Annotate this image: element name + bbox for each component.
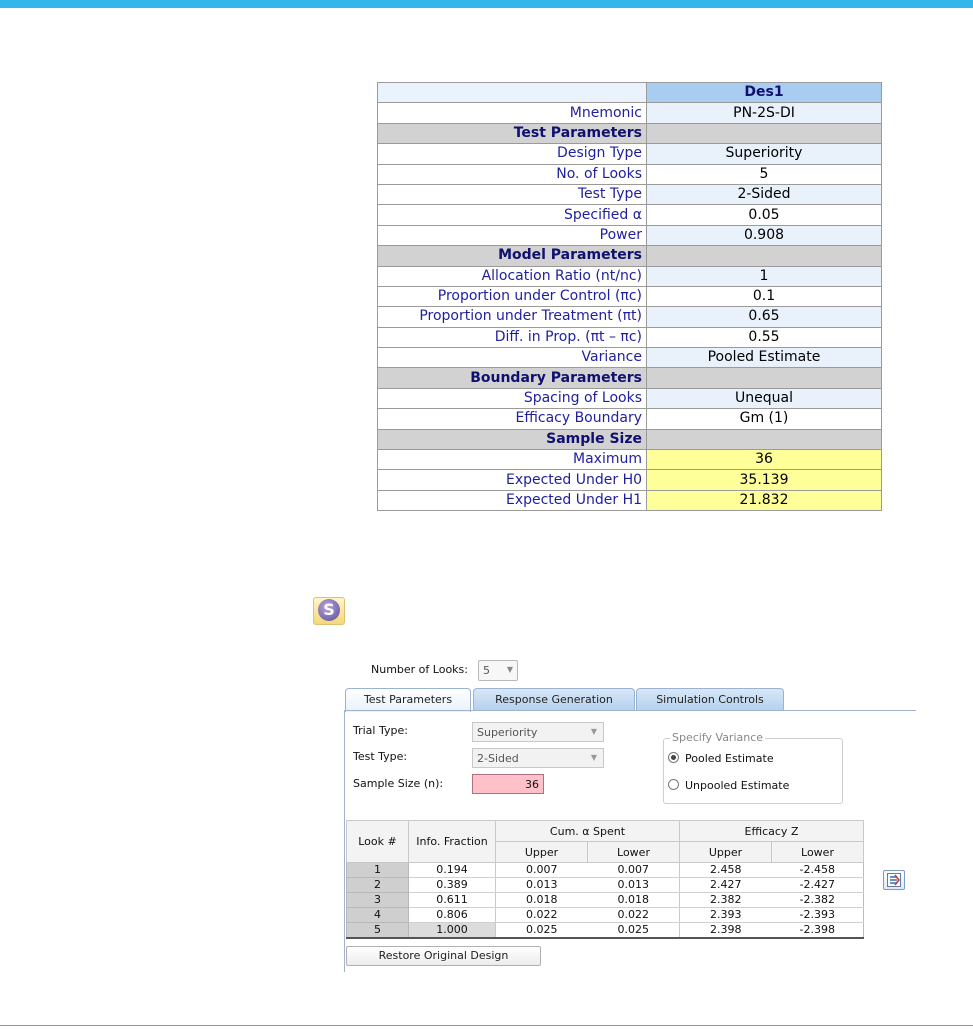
design-param-row [378, 225, 882, 245]
design-header-row [378, 83, 882, 103]
design-param-row [378, 307, 882, 327]
param-value: 2-Sided [647, 184, 882, 204]
param-value: Pooled Estimate [647, 348, 882, 368]
z-lower-cell: -2.458 [772, 863, 864, 878]
alpha-upper-cell[interactable]: 0.025 [496, 923, 588, 939]
design-param-row [378, 450, 882, 470]
param-label: Expected Under H1 [378, 490, 647, 510]
boundaries-grid [346, 820, 864, 939]
table-row [347, 893, 864, 908]
z-upper-cell: 2.427 [680, 878, 772, 893]
z-lower-cell: -2.427 [772, 878, 864, 893]
tab-simulation-controls[interactable] [636, 688, 784, 711]
param-value: 0.05 [647, 205, 882, 225]
table-row [347, 923, 864, 939]
section-blank [647, 246, 882, 266]
alpha-lower-cell[interactable]: 0.022 [588, 908, 680, 923]
col-header-info-fraction: Info. Fraction [409, 821, 496, 863]
z-upper-cell: 2.393 [680, 908, 772, 923]
param-label: Diff. in Prop. (πt – πc) [378, 327, 647, 347]
param-value: 21.832 [647, 490, 882, 510]
design-param-row [378, 184, 882, 204]
z-lower-cell: -2.382 [772, 893, 864, 908]
info-fraction-cell[interactable]: 0.611 [409, 893, 496, 908]
info-fraction-cell[interactable]: 0.806 [409, 908, 496, 923]
trial-type-label: Trial Type: [353, 724, 408, 737]
alpha-upper-cell[interactable]: 0.018 [496, 893, 588, 908]
specify-variance-legend: Specify Variance [672, 731, 764, 744]
look-number: 5 [347, 923, 409, 939]
sample-size-value: 36 [525, 778, 539, 791]
param-label: Specified α [378, 205, 647, 225]
param-label: Design Type [378, 144, 647, 164]
z-upper-cell: 2.382 [680, 893, 772, 908]
number-of-looks-label: Number of Looks: [371, 663, 468, 676]
param-value: 0.55 [647, 327, 882, 347]
col-header-z-upper: Upper [680, 842, 772, 863]
section-title: Boundary Parameters [378, 368, 647, 388]
param-label: Spacing of Looks [378, 388, 647, 408]
param-value: 0.908 [647, 225, 882, 245]
param-value: Unequal [647, 388, 882, 408]
section-header-row [378, 429, 882, 449]
design-param-row [378, 348, 882, 368]
design-param-row [378, 327, 882, 347]
test-type-label: Test Type: [353, 750, 408, 763]
design-header-blank [378, 83, 647, 103]
col-header-cum-alpha: Cum. α Spent [496, 821, 680, 842]
section-blank [647, 368, 882, 388]
section-header-row [378, 368, 882, 388]
param-label: Proportion under Treatment (πt) [378, 307, 647, 327]
alpha-upper-cell[interactable]: 0.013 [496, 878, 588, 893]
number-of-looks-value: 5 [483, 664, 490, 677]
param-value: PN-2S-DI [647, 103, 882, 123]
design-param-row [378, 266, 882, 286]
param-label: Expected Under H0 [378, 470, 647, 490]
number-of-looks-select[interactable] [478, 660, 518, 681]
param-value: 35.139 [647, 470, 882, 490]
param-label: Maximum [378, 450, 647, 470]
param-label: Proportion under Control (πc) [378, 286, 647, 306]
specify-variance-group [663, 738, 843, 804]
param-value: Gm (1) [647, 409, 882, 429]
param-label: Allocation Ratio (nt/nc) [378, 266, 647, 286]
alpha-lower-cell[interactable]: 0.013 [588, 878, 680, 893]
z-upper-cell: 2.458 [680, 863, 772, 878]
sample-size-label: Sample Size (n): [353, 777, 444, 790]
section-title: Test Parameters [378, 123, 647, 143]
col-header-alpha-upper: Upper [496, 842, 588, 863]
panel-left-border [344, 710, 345, 972]
design-param-row [378, 409, 882, 429]
look-number: 3 [347, 893, 409, 908]
param-label: Variance [378, 348, 647, 368]
alpha-upper-cell[interactable]: 0.022 [496, 908, 588, 923]
section-blank [647, 429, 882, 449]
table-row [347, 878, 864, 893]
chevron-down-icon: ▼ [590, 727, 597, 736]
trial-type-value: Superiority [477, 726, 538, 739]
section-title: Sample Size [378, 429, 647, 449]
pooled-estimate-label: Pooled Estimate [685, 752, 774, 765]
z-lower-cell: -2.393 [772, 908, 864, 923]
s-letter: S [318, 599, 340, 621]
design-header-name[interactable]: Des1 [647, 83, 882, 103]
design-param-row [378, 490, 882, 510]
param-label: Mnemonic [378, 103, 647, 123]
section-title: Model Parameters [378, 246, 647, 266]
info-fraction-cell[interactable]: 1.000 [409, 923, 496, 939]
param-value: 36 [647, 450, 882, 470]
param-label: Test Type [378, 184, 647, 204]
alpha-lower-cell[interactable]: 0.007 [588, 863, 680, 878]
param-value: 0.1 [647, 286, 882, 306]
alpha-lower-cell[interactable]: 0.025 [588, 923, 680, 939]
tab-test-parameters[interactable] [345, 688, 471, 712]
section-header-row [378, 246, 882, 266]
tab-label: Simulation Controls [656, 693, 764, 706]
radio-selected-icon [668, 752, 679, 763]
design-param-row [378, 164, 882, 184]
col-header-efficacy-z: Efficacy Z [680, 821, 864, 842]
tab-divider [345, 710, 916, 711]
table-row [347, 863, 864, 878]
pooled-estimate-radio[interactable] [668, 752, 774, 765]
param-label: No. of Looks [378, 164, 647, 184]
info-fraction-cell[interactable]: 0.194 [409, 863, 496, 878]
z-upper-cell: 2.398 [680, 923, 772, 939]
param-value: 1 [647, 266, 882, 286]
test-type-value: 2-Sided [477, 752, 519, 765]
chevron-down-icon: ▼ [506, 665, 513, 674]
trial-type-dropdown[interactable] [472, 722, 604, 742]
param-value: Superiority [647, 144, 882, 164]
tab-label: Test Parameters [363, 693, 453, 706]
table-row [347, 908, 864, 923]
export-icon[interactable] [883, 870, 905, 890]
design-param-row [378, 205, 882, 225]
s-simulation-icon[interactable] [313, 597, 345, 625]
test-type-dropdown[interactable] [472, 748, 604, 768]
alpha-lower-cell[interactable]: 0.018 [588, 893, 680, 908]
bottom-accent-line [0, 1025, 973, 1026]
design-param-row [378, 388, 882, 408]
look-number: 1 [347, 863, 409, 878]
col-header-z-lower: Lower [772, 842, 864, 863]
design-param-row [378, 286, 882, 306]
param-value: 0.65 [647, 307, 882, 327]
info-fraction-cell[interactable]: 0.389 [409, 878, 496, 893]
param-label: Efficacy Boundary [378, 409, 647, 429]
param-label: Power [378, 225, 647, 245]
tab-response-generation[interactable] [473, 688, 635, 711]
section-blank [647, 123, 882, 143]
design-summary-table [377, 82, 882, 511]
look-number: 4 [347, 908, 409, 923]
design-param-row [378, 103, 882, 123]
look-number: 2 [347, 878, 409, 893]
unpooled-estimate-radio[interactable] [668, 779, 789, 792]
unpooled-estimate-label: Unpooled Estimate [685, 779, 790, 792]
design-param-row [378, 144, 882, 164]
design-param-row [378, 470, 882, 490]
col-header-alpha-lower: Lower [588, 842, 680, 863]
chevron-down-icon: ▼ [590, 753, 597, 762]
sample-size-input[interactable] [472, 774, 544, 794]
param-value: 5 [647, 164, 882, 184]
section-header-row [378, 123, 882, 143]
radio-unselected-icon [668, 779, 679, 790]
tab-label: Response Generation [495, 693, 613, 706]
alpha-upper-cell[interactable]: 0.007 [496, 863, 588, 878]
z-lower-cell: -2.398 [772, 923, 864, 939]
col-header-look: Look # [347, 821, 409, 863]
restore-original-design-button[interactable]: Restore Original Design [346, 946, 541, 966]
top-accent-bar [0, 0, 973, 8]
